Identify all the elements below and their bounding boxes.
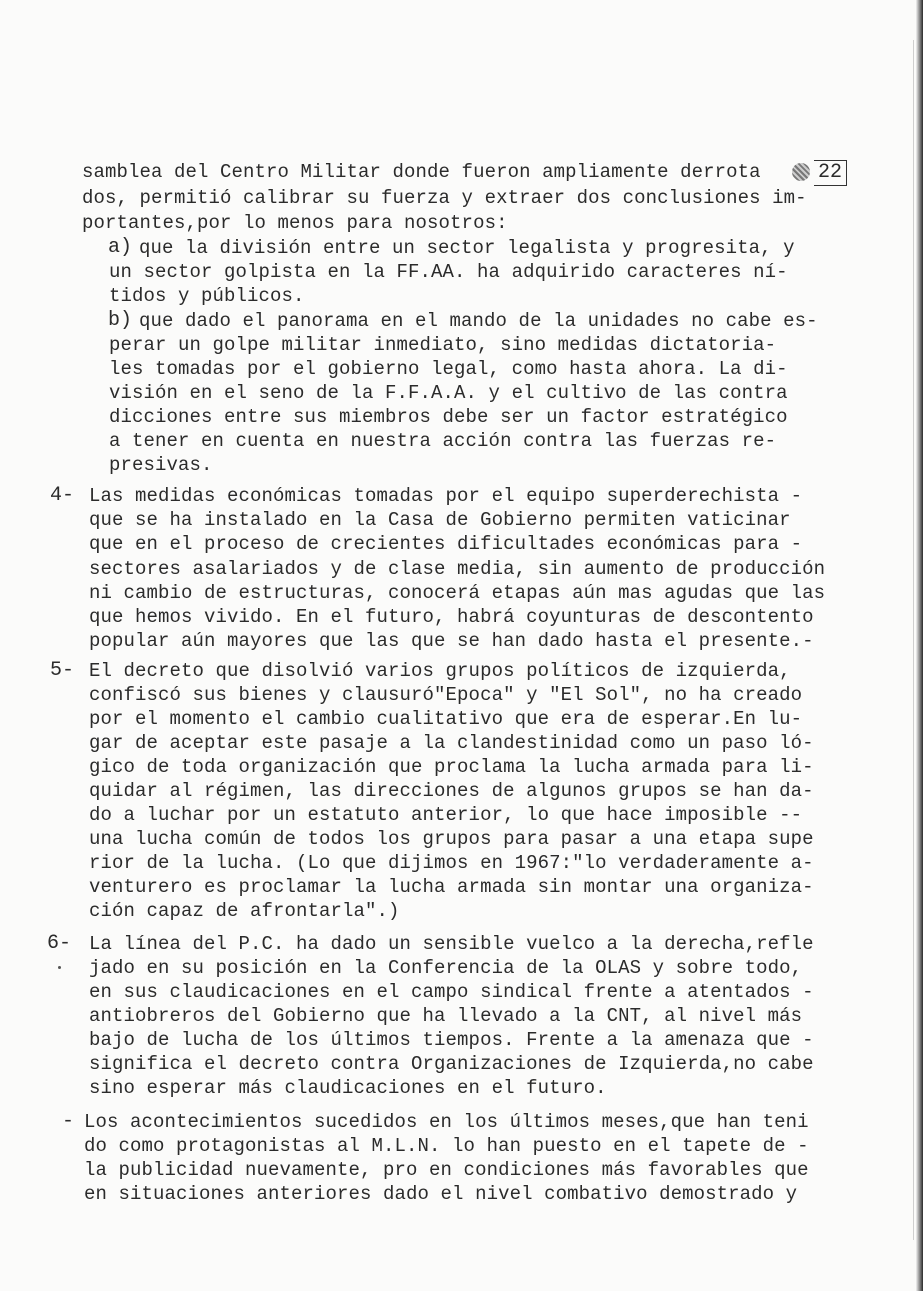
text-line: gar de aceptar este pasaje a la clandestinidad como un paso ló- xyxy=(89,732,814,754)
text-line: La línea del P.C. ha dado un sensible vuelco a la derecha,refle xyxy=(89,933,814,955)
text-line: que dado el panorama en el mando de la unidades no cabe es- xyxy=(139,310,818,332)
list-marker: b) xyxy=(108,309,133,332)
text-line: que la división entre un sector legalista y progresita, y xyxy=(139,237,795,259)
page-edge-line xyxy=(913,40,914,1240)
text-line: venturero es proclamar la lucha armada sin montar una organiza- xyxy=(89,876,814,898)
margin-dot xyxy=(58,966,61,969)
text-line: presivas. xyxy=(109,454,213,476)
text-line: dos, permitió calibrar su fuerza y extraer dos conclusiones im- xyxy=(82,187,807,209)
text-line: sectores asalariados y de clase media, sin aumento de producción xyxy=(89,558,826,580)
text-line: la publicidad nuevamente, pro en condiciones más favorables que xyxy=(84,1159,809,1181)
list-marker: 4- xyxy=(50,484,75,507)
text-line: en sus claudicaciones en el campo sindical frente a atentados - xyxy=(89,981,814,1003)
stamp-mark xyxy=(792,163,810,181)
text-line: que se ha instalado en la Casa de Gobierno permiten vaticinar xyxy=(89,509,791,531)
page-edge-shadow xyxy=(916,0,923,1291)
text-line: ción capaz de afrontarla".) xyxy=(89,900,400,922)
text-line: perar un golpe militar inmediato, sino medidas dictatoria- xyxy=(109,334,777,356)
text-line: do a luchar por un estatuto anterior, lo que hace imposible -- xyxy=(89,804,803,826)
text-line: que hemos vivido. En el futuro, habrá coyunturas de descontento xyxy=(89,606,814,628)
text-line: portantes,por lo menos para nosotros: xyxy=(82,212,508,234)
text-line: una lucha común de todos los grupos para pasar a una etapa supe xyxy=(89,828,814,850)
text-line: rior de la lucha. (Lo que dijimos en 1967:"lo verdaderamente a- xyxy=(89,852,814,874)
text-line: confiscó sus bienes y clausuró"Epoca" y "El Sol", no ha creado xyxy=(89,684,803,706)
text-line: jado en su posición en la Conferencia de la OLAS y sobre todo, xyxy=(89,957,803,979)
text-line: Las medidas económicas tomadas por el equipo superderechista - xyxy=(89,485,803,507)
list-marker: 5- xyxy=(50,659,75,682)
text-line: en situaciones anteriores dado el nivel combativo demostrado y xyxy=(84,1183,798,1205)
text-line: tidos y públicos. xyxy=(109,285,305,307)
page-number: 22 xyxy=(814,160,847,186)
text-line: El decreto que disolvió varios grupos políticos de izquierda, xyxy=(89,660,791,682)
text-line: samblea del Centro Militar donde fueron ampliamente derrota xyxy=(82,161,761,183)
text-line: Los acontecimientos sucedidos en los últimos meses,que han teni xyxy=(84,1111,809,1133)
text-line: que en el proceso de crecientes dificultades económicas para - xyxy=(89,533,803,555)
list-marker: 6- xyxy=(47,932,72,955)
text-line: quidar al régimen, las direcciones de algunos grupos se han da- xyxy=(89,780,814,802)
list-marker: - xyxy=(62,1110,75,1133)
text-line: gico de toda organización que proclama la lucha armada para li- xyxy=(89,756,814,778)
text-line: ni cambio de estructuras, conocerá etapas aún mas agudas que las xyxy=(89,582,826,604)
text-line: antiobreros del Gobierno que ha llevado a la CNT, al nivel más xyxy=(89,1005,803,1027)
text-line: do como protagonistas al M.L.N. lo han puesto en el tapete de - xyxy=(84,1135,809,1157)
text-line: un sector golpista en la FF.AA. ha adquirido caracteres ní- xyxy=(109,261,788,283)
text-line: por el momento el cambio cualitativo que era de esperar.En lu- xyxy=(89,708,803,730)
text-line: dicciones entre sus miembros debe ser un factor estratégico xyxy=(109,406,788,428)
text-line: sino esperar más claudicaciones en el futuro. xyxy=(89,1077,607,1099)
text-line: a tener en cuenta en nuestra acción contra las fuerzas re- xyxy=(109,430,777,452)
text-line: significa el decreto contra Organizaciones de Izquierda,no cabe xyxy=(89,1053,814,1075)
text-line: visión en el seno de la F.F.A.A. y el cultivo de las contra xyxy=(109,382,788,404)
text-line: popular aún mayores que las que se han dado hasta el presente.- xyxy=(89,630,814,652)
text-line: bajo de lucha de los últimos tiempos. Frente a la amenaza que - xyxy=(89,1029,814,1051)
list-marker: a) xyxy=(108,236,133,259)
text-line: les tomadas por el gobierno legal, como hasta ahora. La di- xyxy=(109,358,788,380)
